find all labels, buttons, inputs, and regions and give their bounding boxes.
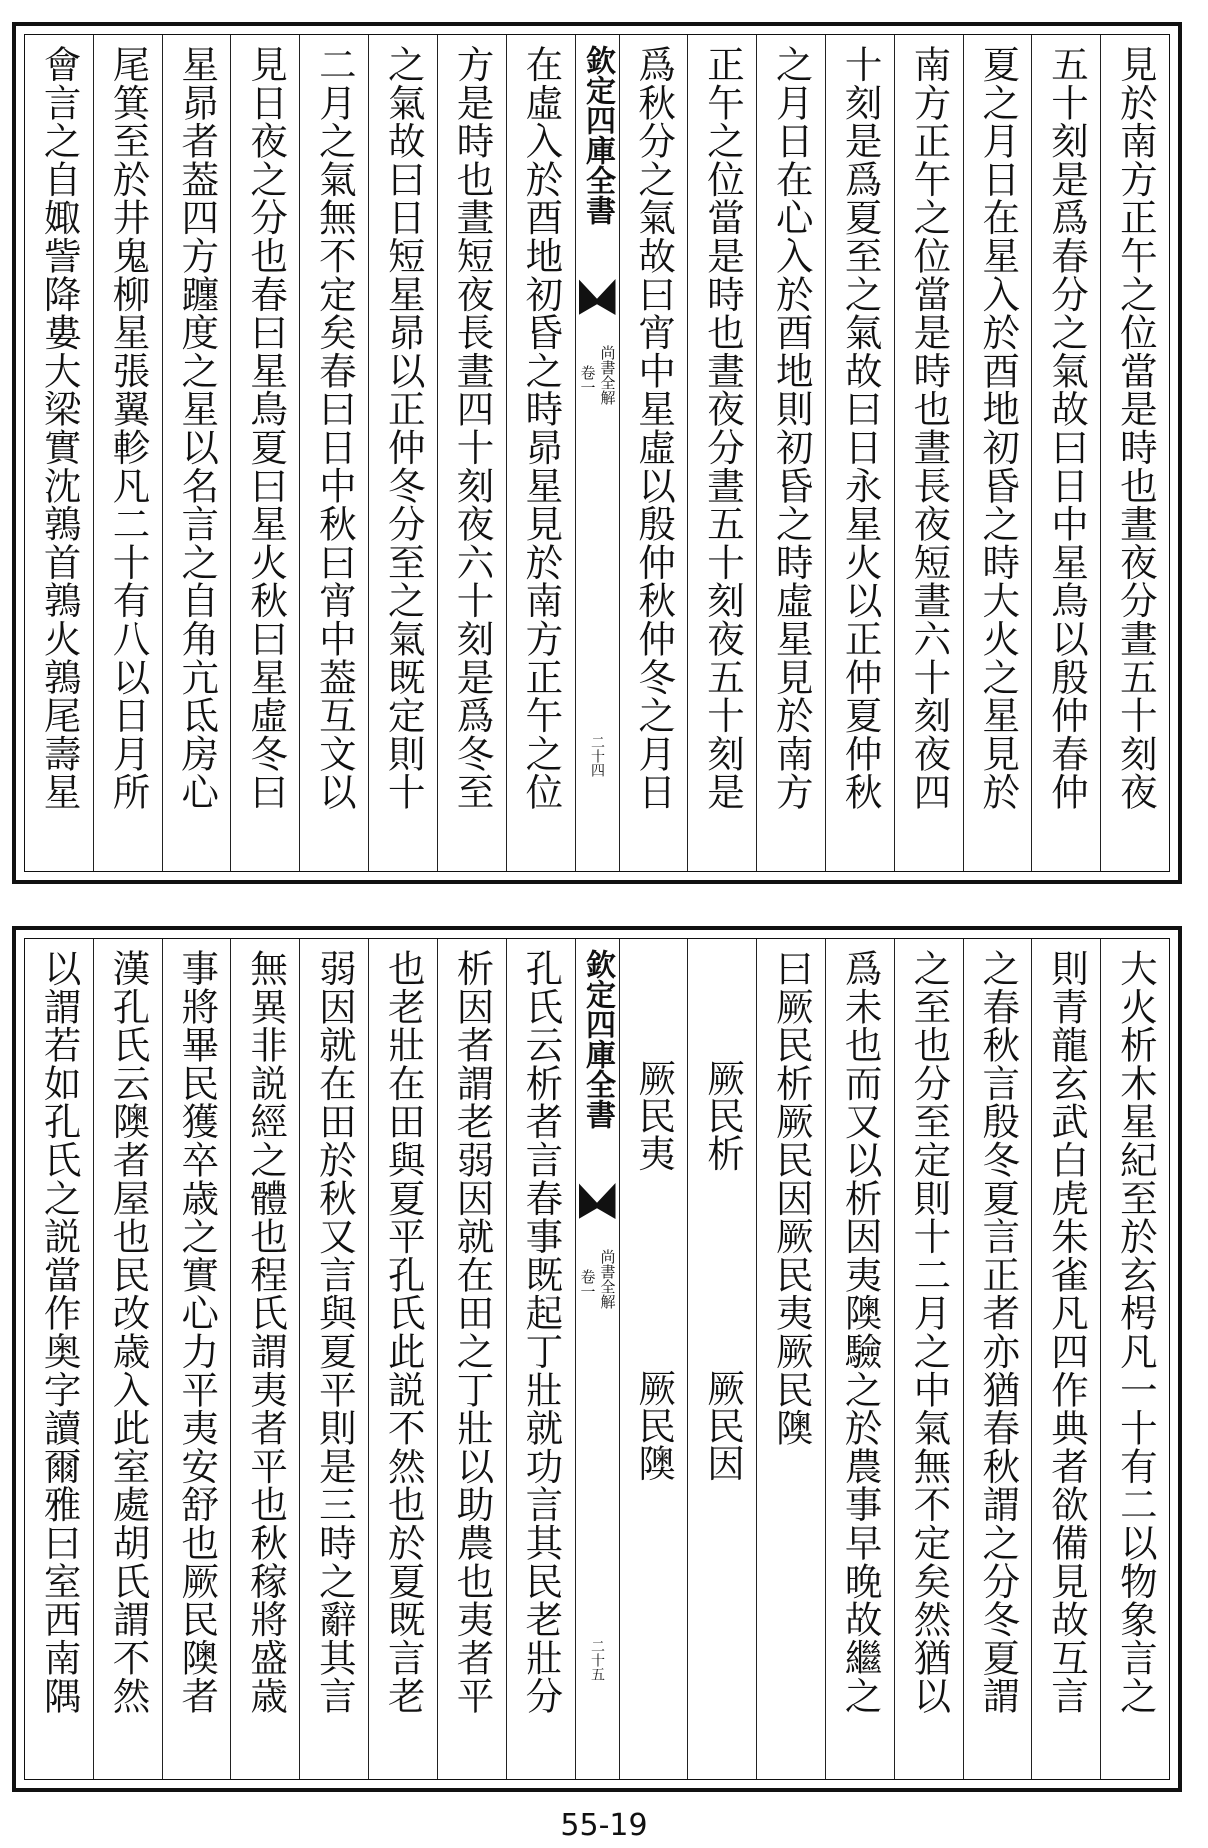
page-top-frame (24, 34, 1170, 872)
text-column (1031, 35, 1100, 871)
column-text: 會言之自娵訾降婁大梁實沈鶉首鶉火鶉尾壽星 (37, 45, 82, 811)
column-text: 之氣故曰日短星昴以正仲冬分至之氣既定則十 (381, 45, 426, 811)
text-column (437, 939, 506, 1779)
text-column (619, 35, 688, 871)
column-text: 二月之氣無不定矣春曰日中秋曰宵中葢互文以 (312, 45, 357, 811)
text-column (25, 939, 93, 1779)
volume-label: 卷一 (578, 1269, 597, 1299)
page-bottom-frame (24, 938, 1170, 1780)
column-text: 南方正午之位當是時也晝長夜短晝六十刻夜四 (907, 45, 952, 811)
book-title: 尚書全解 (598, 1249, 617, 1309)
page-top (12, 22, 1182, 884)
column-text: 星昴者葢四方躔度之星以名言之自角亢氐房心 (175, 45, 220, 811)
column-text: 弱因就在田於秋又言與夏平則是三時之辭其言 (312, 949, 357, 1715)
column-text: 析因者謂老弱因就在田之丁壯以助農也夷者平 (450, 949, 495, 1715)
collection-title: 欽定四庫全書 (580, 949, 615, 1129)
text-column (506, 35, 575, 871)
leaf-number: 二十五 (589, 1639, 605, 1681)
column-text: 見日夜之分也春曰星鳥夏曰星火秋曰星虛冬曰 (244, 45, 289, 811)
text-column (506, 939, 575, 1779)
collection-title: 欽定四庫全書 (580, 45, 615, 225)
text-column (687, 35, 756, 871)
text-column (368, 939, 437, 1779)
column-text: 大火析木星紀至於玄枵凡一十有二以物象言之 (1113, 949, 1158, 1715)
center-fold (575, 939, 619, 1779)
text-column (1100, 35, 1169, 871)
column-text: 尾箕至於井鬼柳星張翼軫凡二十有八以日月所 (106, 45, 151, 811)
column-text: 之春秋言殷冬夏言正者亦猶春秋謂之分冬夏謂 (976, 949, 1021, 1715)
text-column (25, 35, 93, 871)
column-text: 曰厥民析厥民因厥民夷厥民隩 (769, 949, 814, 1447)
classic-entry-column (687, 939, 756, 1779)
text-column (162, 939, 231, 1779)
column-text: 夏之月日在星入於酉地初昏之時大火之星見於 (976, 45, 1021, 811)
fishtail-mark-icon (579, 279, 616, 315)
text-column (162, 35, 231, 871)
text-column (825, 939, 894, 1779)
volume-label: 卷一 (578, 365, 597, 395)
text-column (93, 35, 162, 871)
book-title: 尚書全解 (598, 345, 617, 405)
text-column (894, 35, 963, 871)
classic-entry: 厥民因 (700, 1369, 745, 1482)
column-text: 孔氏云析者言春事既起丁壯就功言其民老壯分 (519, 949, 564, 1715)
text-column (825, 35, 894, 871)
text-column (756, 35, 825, 871)
fishtail-mark-icon (579, 1183, 616, 1219)
text-column (963, 939, 1032, 1779)
text-column (299, 35, 368, 871)
column-text: 之至也分至定則十二月之中氣無不定矣然猶以 (907, 949, 952, 1715)
text-column (437, 35, 506, 871)
leaf-number: 二十四 (589, 735, 605, 777)
column-text: 則青龍玄武白虎朱雀凡四作典者欲備見故互言 (1045, 949, 1090, 1715)
text-column (1031, 939, 1100, 1779)
column-text: 漢孔氏云隩者屋也民改歳入此室處胡氏謂不然 (106, 949, 151, 1715)
column-text: 無異非説經之體也程氏謂夷者平也秋稼將盛歳 (244, 949, 289, 1715)
column-text: 以謂若如孔氏之説當作奥字讀爾雅曰室西南隅 (37, 949, 82, 1715)
column-text: 方是時也晝短夜長晝四十刻夜六十刻是爲冬至 (450, 45, 495, 811)
column-text: 五十刻是爲春分之氣故曰日中星鳥以殷仲春仲 (1045, 45, 1090, 811)
column-text: 也老壯在田與夏平孔氏此説不然也於夏既言老 (381, 949, 426, 1715)
text-column (93, 939, 162, 1779)
classic-entry: 厥民隩 (632, 1369, 677, 1482)
column-text: 正午之位當是時也晝夜分晝五十刻夜五十刻是 (700, 45, 745, 811)
text-column (230, 939, 299, 1779)
column-text: 見於南方正午之位當是時也晝夜分晝五十刻夜 (1113, 45, 1158, 811)
text-column (894, 939, 963, 1779)
scan-page-number: 55-19 (560, 1808, 648, 1843)
column-text: 爲秋分之氣故曰宵中星虛以殷仲秋仲冬之月日 (632, 45, 677, 811)
column-text: 爲未也而又以析因夷隩驗之於農事早晚故繼之 (838, 949, 883, 1715)
text-column (756, 939, 825, 1779)
column-text: 事將畢民獲卒歳之實心力平夷安舒也厥民隩者 (175, 949, 220, 1715)
column-text: 在虛入於酉地初昏之時昴星見於南方正午之位 (519, 45, 564, 811)
text-column (368, 35, 437, 871)
text-column (230, 35, 299, 871)
text-column (963, 35, 1032, 871)
column-text: 之月日在心入於酉地則初昏之時虛星見於南方 (769, 45, 814, 811)
column-text: 十刻是爲夏至之氣故曰日永星火以正仲夏仲秋 (838, 45, 883, 811)
classic-entry: 厥民夷 (632, 1059, 677, 1172)
center-fold (575, 35, 619, 871)
classic-entry-column (619, 939, 688, 1779)
page-bottom (12, 926, 1182, 1792)
text-column (1100, 939, 1169, 1779)
text-column (299, 939, 368, 1779)
classic-entry: 厥民析 (700, 1059, 745, 1172)
